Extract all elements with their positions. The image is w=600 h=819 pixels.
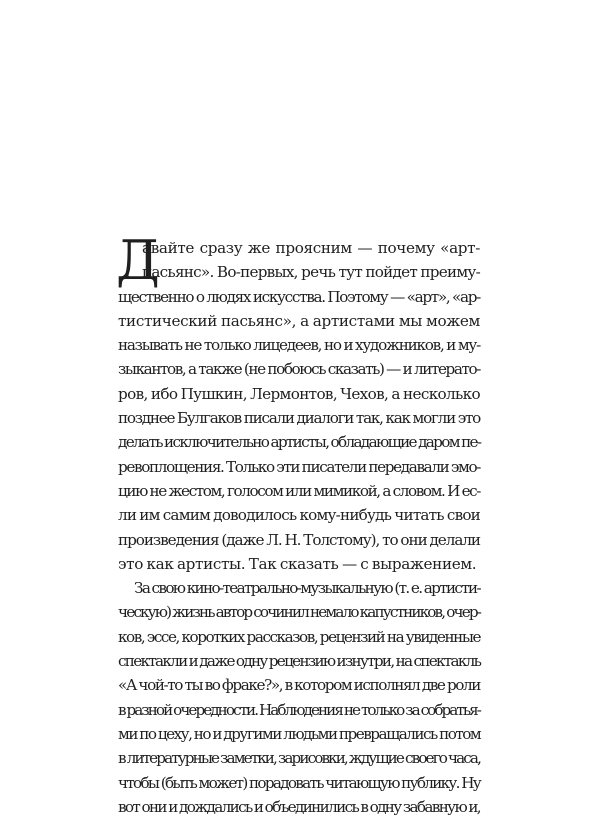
- text-line: ков, эссе, коротких рассказов, рецензий на увиденные: [118, 627, 480, 646]
- paragraph-1: [116, 229, 481, 576]
- body-text: [116, 229, 481, 819]
- text-line: произведения (даже Л. Н. Толстому), то они делали: [118, 530, 480, 549]
- text-line: делать исключительно артисты, обладающие даром пе-: [118, 433, 481, 452]
- text-line: тистический пасьянс», а артистами мы можем: [118, 311, 480, 330]
- text-line: авайте сразу же проясним — почему «арт-: [142, 239, 480, 257]
- text-line: это как артисты. Так сказать — с выражением.: [118, 554, 477, 573]
- text-line: пасьянс». Во-первых, речь тут пойдет преиму-: [142, 263, 480, 282]
- text-line: ли им самим доводилось кому-нибудь читать свои: [118, 506, 480, 525]
- text-line: ров, ибо Пушкин, Лермонтов, Чехов, а несколько: [118, 384, 480, 403]
- text-line: спектакли и даже одну рецензию изнутри, на спектакль: [118, 652, 481, 671]
- text-line: ми по цеху, но и другими людьми превращались потом: [118, 724, 481, 743]
- text-line: зыкантов, а также (не побоюсь сказать) — и литерато-: [118, 360, 480, 379]
- text-line: цию не жестом, голосом или мимикой, а словом. И ес-: [118, 481, 480, 500]
- text-line: в разной очередности. Наблюдения не только за собратья-: [118, 700, 480, 719]
- text-line: в литературные заметки, зарисовки, ждущие своего часа,: [118, 749, 480, 768]
- text-line: вот они и дождались и объединились в одну забавную и,: [118, 797, 480, 816]
- text-line: ревоплощения. Только эти писатели передавали эмо-: [118, 457, 481, 476]
- text-line: щественно о людях искусства. Поэтому — «арт», «ар-: [118, 287, 480, 306]
- text-line: называть не только лицедеев, но и художников, и му-: [118, 336, 480, 355]
- text-line: За свою кино-театрально-музыкальную (т. е. артисти-: [134, 579, 480, 598]
- drop-cap: Д: [116, 229, 160, 292]
- paragraph-2: [118, 576, 480, 819]
- text-line: ческую) жизнь автор сочинил немало капустников, очер-: [118, 603, 480, 622]
- text-line: «А чой-то ты во фраке?», в котором исполнял две роли: [118, 676, 480, 695]
- text-line: позднее Булгаков писали диалоги так, как могли это: [118, 409, 480, 428]
- text-line: чтобы (быть может) порадовать читающую публику. Ну: [118, 773, 480, 792]
